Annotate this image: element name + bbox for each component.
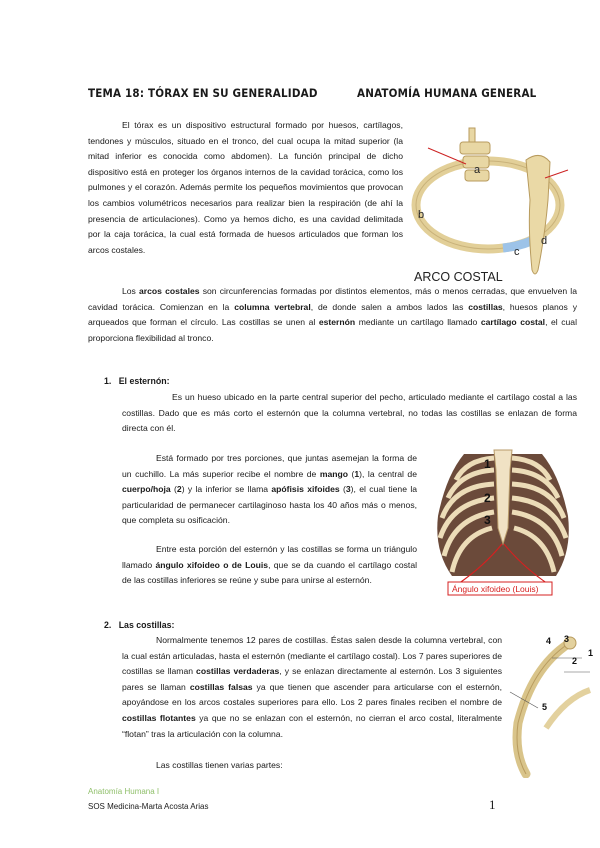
footer-author: SOS Medicina-Marta Acosta Arias — [88, 802, 209, 811]
figure-arco-caption: ARCO COSTAL — [414, 270, 503, 284]
sternum-p1: Es un hueso ubicado en la parte central superior del pecho, articulado mediante el cartílago costal a las costillas. Dado que es más corto el esternón que la columna vertebral, no todas las costillas se enlazan de forma directa con él. — [122, 392, 577, 434]
torax-illustration — [424, 436, 584, 598]
label-1: 1 — [484, 457, 491, 471]
rib-label-3: 3 — [564, 634, 570, 644]
label-d: d — [541, 235, 548, 247]
label-2: 2 — [484, 491, 491, 505]
rib-second — [546, 690, 590, 728]
intro-paragraph: El tórax es un dispositivo estructural formado por huesos, cartílagos, tendones y músculos, situado en el tronco, del cual ocupa la mitad superior (la mitad inferior es conocida como abdomen). La función principal de dicho dispositivo está en proteger los órganos internos de la cavidad torácica, como los pulmones y el corazón. Además permite los pequeños movimientos que provocan los cambios volumétricos necesarios para realizar bien la respiración (de ahí la presencia de articulaciones). Como ya hemos dicho, es una cavidad delimitada por la caja torácica, la cual está formada de huesos articulados que forman los arcos costales. — [88, 120, 403, 255]
rib-label-2: 2 — [572, 656, 578, 666]
rib-label-5: 5 — [542, 702, 548, 712]
rib-label-4: 4 — [546, 636, 552, 646]
rib-illustration — [508, 628, 598, 778]
sternum — [526, 155, 550, 274]
sternum-p2: Está formado por tres porciones, que juntas asemejan la forma de un cuchillo. La más superior recibe el nombre de mango (1), la central de cuerpo/hoja (2) y la inferior se llama apófisis xifoides (3), el cual tiene la particularidad de permanecer cartilaginoso hasta los 40 años más o menos, que completa su osificación. — [122, 453, 418, 526]
figure-arco-costal — [408, 120, 580, 290]
section-2-heading: 2. Las costillas: — [104, 620, 175, 630]
figure-torax — [424, 436, 584, 598]
label-b: b — [418, 209, 425, 221]
ribs-p1: Normalmente tenemos 12 pares de costillas. Éstas salen desde la columna vertebral, con la cual están articuladas, hasta el esternón (mediante el cartílago costal). Los 7 pares superiores de costillas se llaman costillas verdaderas, y se enlazan directamente al esternón. Los 3 siguientes pares se llaman costillas falsas ya que tienen que ascender para articularse con el esternón, apoyándose en los arcos costales superiores para ello. Los 2 pares finales reciben el nombre de costillas flotantes ya que no se enlazan con el esternón, no cierran el arco costal, literalmente “flotan” tras la articulación con la columna. — [122, 635, 503, 739]
rib-label-1: 1 — [588, 648, 594, 658]
sternum-p3: Entre esta porción del esternón y las costillas se forma un triángulo llamado ángulo xifoideo o de Louis, que se da cuando el cartílago costal de las costillas inferiores se reúne y sube para unirse al esternón. — [122, 544, 418, 586]
figure-costilla — [508, 628, 598, 778]
vertebra-top — [460, 142, 490, 154]
ribs-p2: Las costillas tienen varias partes: — [156, 760, 283, 770]
footer-course: Anatomía Humana I — [88, 787, 160, 796]
label-3: 3 — [484, 513, 491, 527]
arcos-paragraph: Los arcos costales son circunferencias formadas por distintos elementos, más o menos cerradas, que envuelven la cavidad torácica. Comienzan en la columna vertebral, de donde salen a ambos lados las costillas, huesos planos y arqueados que forman el círculo. Las costillas se unen al esternón mediante un cartílago llamado cartílago costal, el cual proporciona flexibilidad al tronco. — [88, 286, 578, 343]
label-c: c — [514, 246, 520, 258]
section-1-heading: 1. El esternón: — [104, 376, 170, 386]
spinous-process — [469, 128, 475, 142]
label-a: a — [474, 164, 481, 176]
arco-costal-illustration — [408, 120, 580, 290]
page-number: 1 — [489, 797, 496, 812]
course-title: ANATOMÍA HUMANA GENERAL — [357, 86, 537, 100]
angle-caption: Ángulo xifoideo (Louis) — [452, 584, 539, 594]
document-title: TEMA 18: TÓRAX EN SU GENERALIDAD — [88, 86, 318, 100]
